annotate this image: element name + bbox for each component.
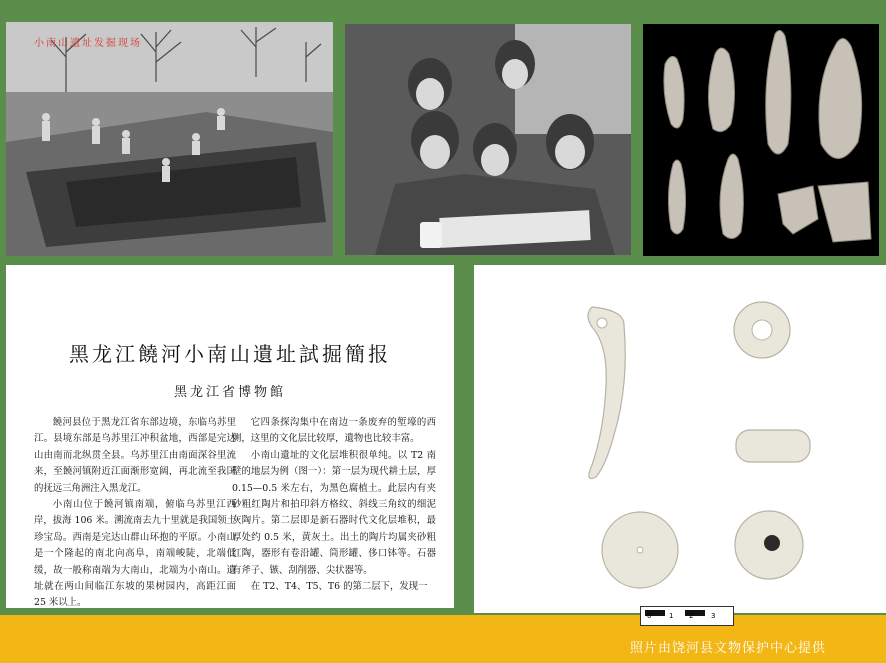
scale-bar	[640, 606, 734, 626]
scale-label: 2	[689, 612, 694, 620]
scale-label: 0	[647, 612, 652, 620]
researchers-photo	[345, 24, 631, 255]
stone-tools-photo	[643, 24, 879, 256]
document-left-column	[34, 415, 236, 612]
scale-label: 3	[711, 612, 716, 620]
document-right-column	[232, 415, 436, 595]
document-title: 黑龙江饒河小南山遺址試掘簡报	[69, 342, 391, 366]
paragraph: 它四条探沟集中在南边一条废弃的堑壕的西侧，这里的文化层比较厚，遺物也比较丰富。	[232, 417, 436, 445]
excavation-site-image	[6, 22, 333, 256]
paragraph: 饒河县位于黑龙江省东部边境，东临乌苏里江。县境东部是乌苏里江冲积盆地，西部是完达山由南而北纵贯全县。乌苏里江由南面深谷里流来，至饒河镇附近江面渐形宽阔，再北流至我国的抚远三角洲注入黑龙江。	[34, 417, 236, 494]
scale-label: 1	[669, 612, 674, 620]
stone-tools-image	[643, 24, 879, 256]
jade-artifacts-image	[474, 265, 886, 613]
scale-segment	[685, 610, 705, 616]
document-author: 黑龙江省博物館	[173, 385, 286, 400]
researchers-image	[345, 24, 631, 255]
photo-caption: 小南山遗址发掘现场	[34, 38, 142, 49]
paragraph: 小南山位于饒河镇南端，俯临乌苏里江西岸，拔海 106 米。溯流南去九十里就是我国领土珍宝岛。西南是完达山群山环抱的平原。小南山是一个隆起的南北向高阜，南端峻陡，北端低缓，故一般称南端为大南山，北端为小南山。遺址就在两山间临江东坡的果树园内，高距江面 25 米以上。	[34, 499, 236, 609]
document-page	[6, 265, 454, 608]
paragraph: 小南山遺址的文化层堆积很单纯。以 T2 南壁的地层为例（图一）：第一层为现代耕土层，厚 0.15—0.5 米左右，为黑色腐植土。此层内有夹砂粗红陶片和拍印斜方格纹、斜线三角纹的细泥灰陶片。第二层即是新石器时代文化层堆积，最厚处约 0.5 米，黄灰土。出土的陶片均属夹砂粗红陶，器形有卷沿罐、筒形罐、侈口钵等。石器有斧子、镞、刮削器、尖状器等。	[232, 449, 436, 576]
excavation-site-photo	[6, 22, 333, 256]
paragraph: 在 T2、T4、T5、T6 的第二层下，发现一	[250, 581, 428, 593]
footer-bar	[0, 615, 886, 663]
jade-artifacts-photo	[474, 265, 886, 613]
photo-credit: 照片由饶河县文物保护中心提供	[629, 641, 826, 656]
